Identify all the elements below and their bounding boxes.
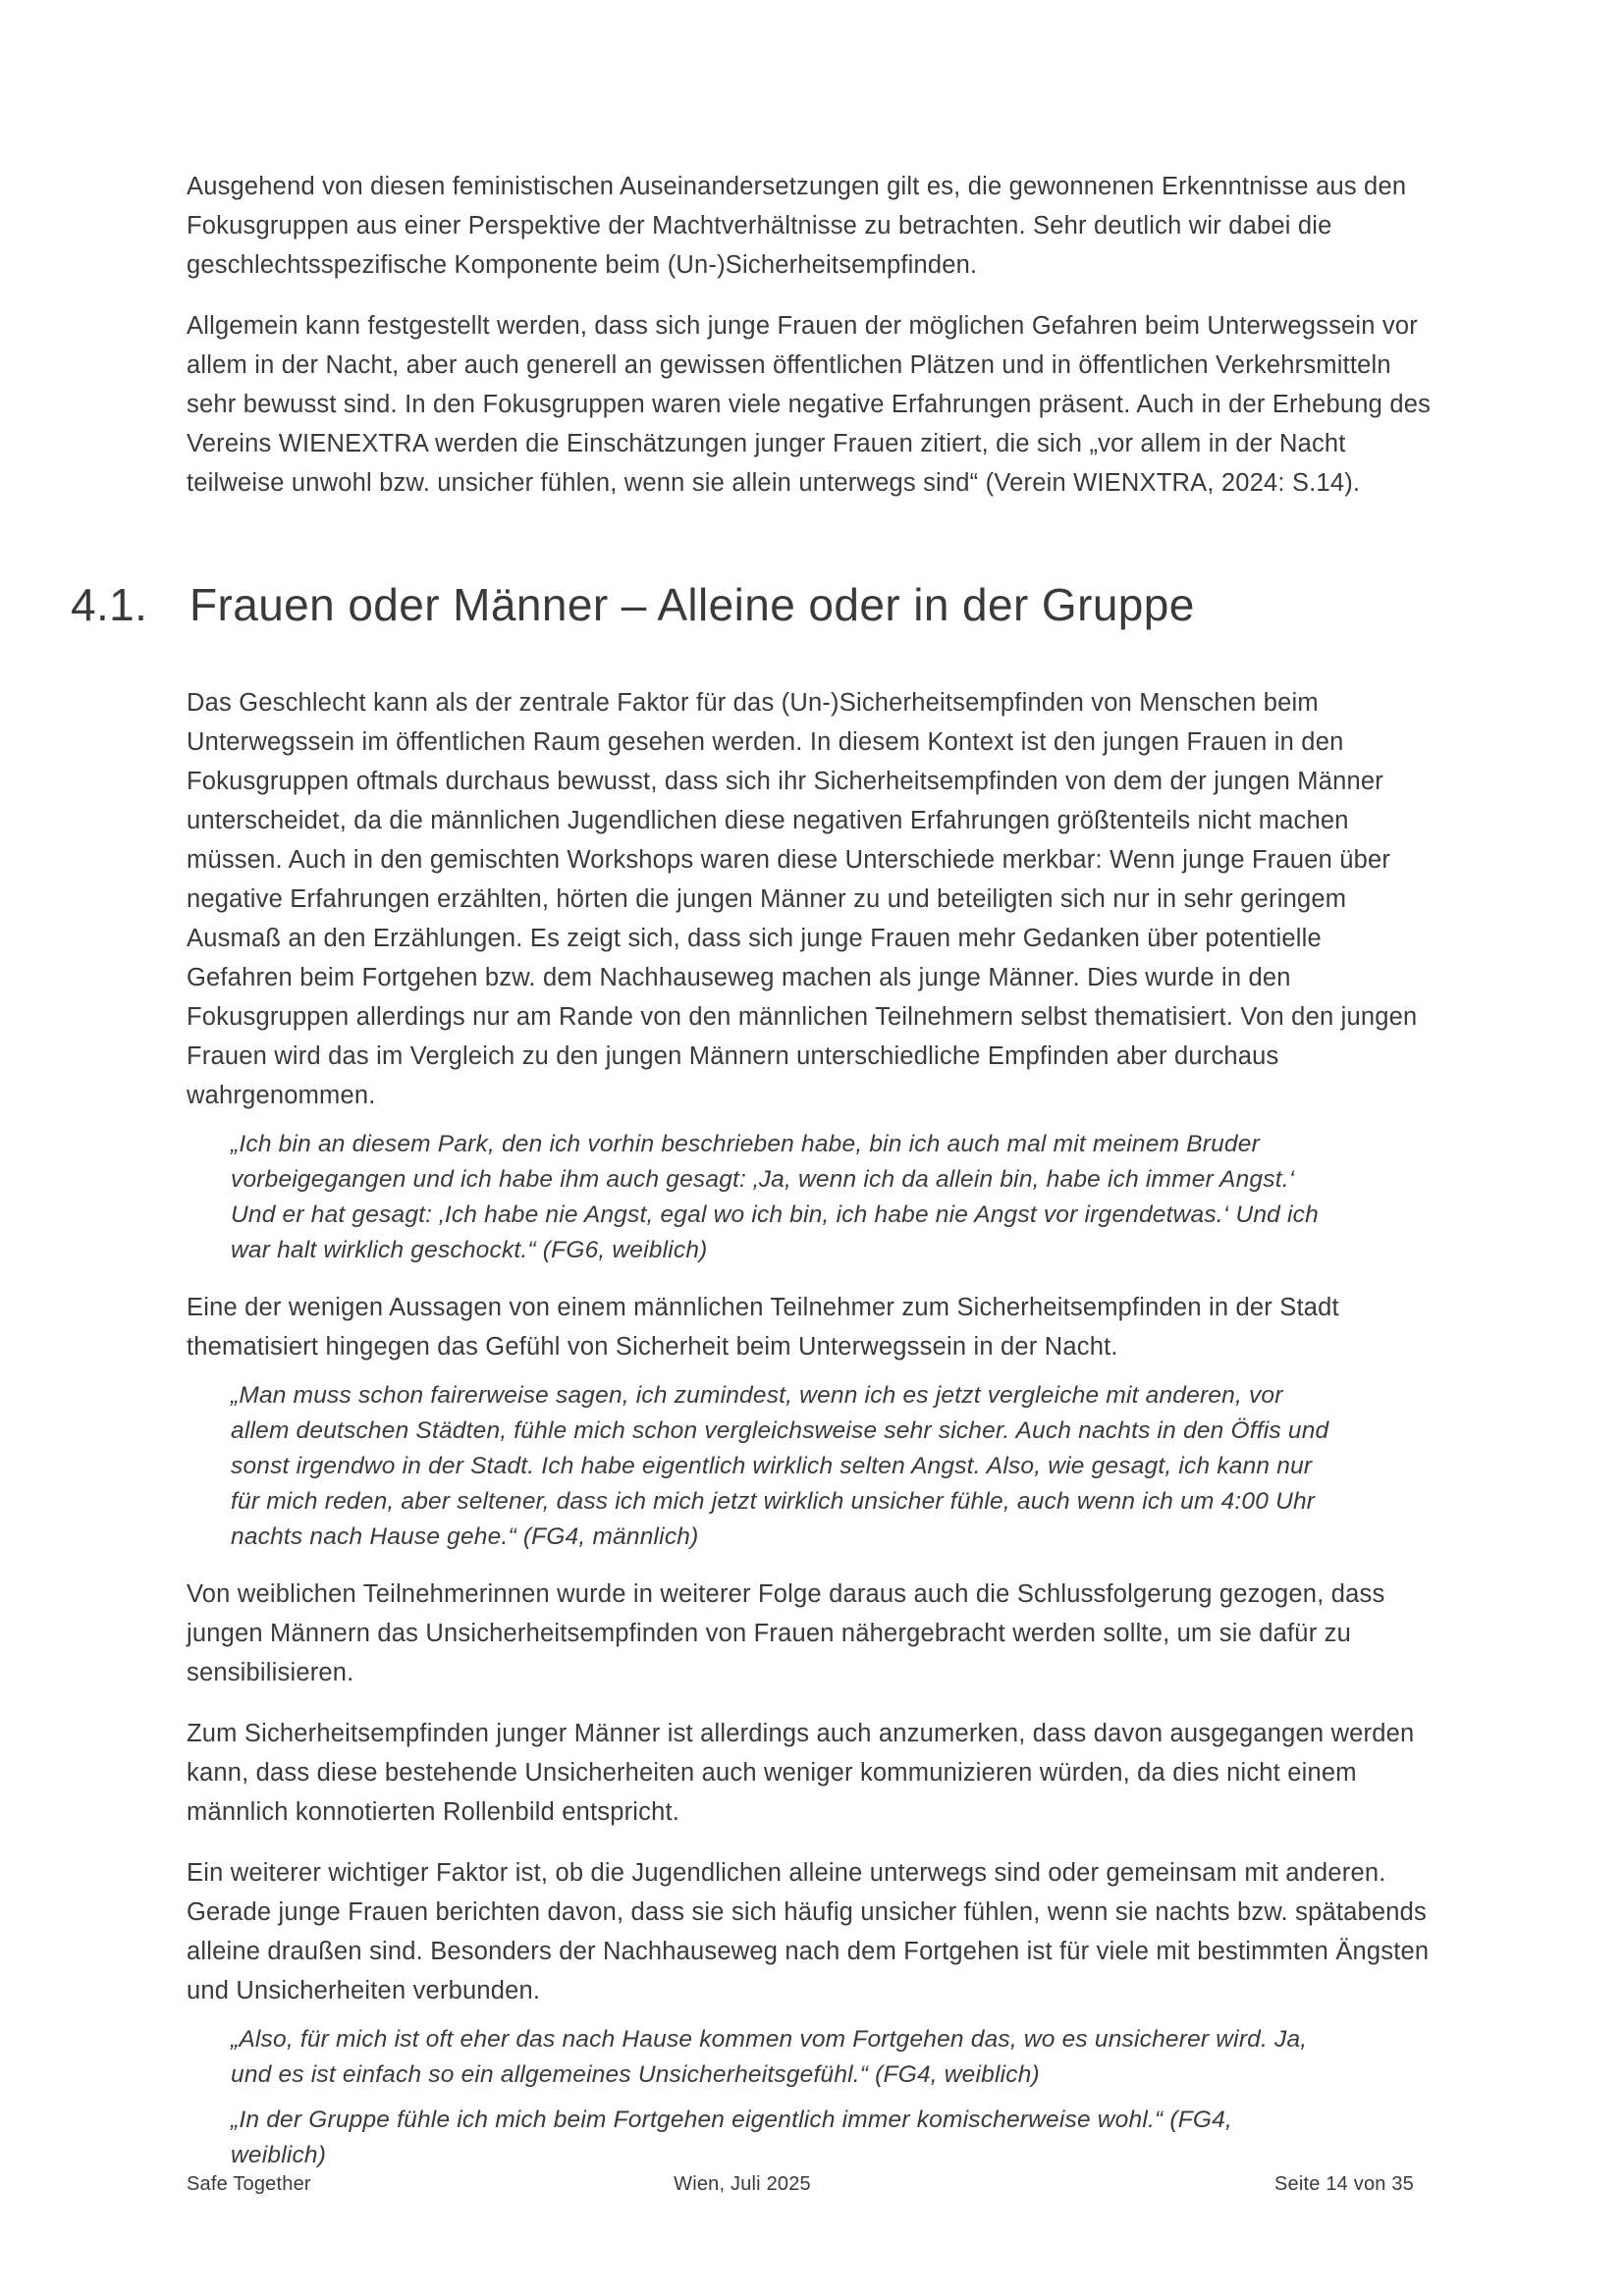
footer-date: Wien, Juli 2025 [674,2173,811,2195]
paragraph-rollenbild: Zum Sicherheitsempfinden junger Männer ist allerdings auch anzumerken, dass davon ausgegangen werden kann, dass diese bestehende Unsicherheiten auch weniger kommunizieren würden, da dies nicht einem männlich konnotierten Rollenbild entspricht. [187,1720,1415,1826]
footer-page-number: Seite 14 von 35 [1274,2173,1414,2195]
paragraph-maennlicher-teilnehmer: Eine der wenigen Aussagen von einem männlichen Teilnehmer zum Sicherheitsempfinden in der Stadt thematisiert hingegen das Gefühl von Sicherheit beim Unterwegssein in der Nacht. [187,1294,1339,1361]
quote-fg6-weiblich: „Ich bin an diesem Park, den ich vorhin beschrieben habe, bin ich auch mal mit meinem Bruder vorbeigegangen und ich habe ihm auch gesagt: ‚Ja, wenn ich da allein bin, habe ich immer Angst.‘ Und er hat gesagt: ‚Ich habe nie Angst, egal wo ich bin, ich habe nie Angst vor irgendetwas.‘ Und ich war halt wirklich geschockt.“ (FG6, weiblich) [231,1131,1319,1263]
page-content [71,167,1434,2173]
footer-document-title: Safe Together [187,2173,311,2195]
page-footer [187,2171,1414,2197]
section-number: 4.1. [71,579,148,630]
paragraph-alleine-unterwegs: Ein weiterer wichtiger Faktor ist, ob die Jugendlichen alleine unterwegs sind oder gemeinsam mit anderen. Gerade junge Frauen berichten davon, dass sie sich häufig unsicher fühlen, wenn sie nachts bzw. spätabends alleine draußen sind. Besonders der Nachhauseweg nach dem Fortgehen ist für viele mit bestimmten Ängsten und Unsicherheiten verbunden. [187,1859,1430,2004]
paragraph-allgemein-festgestellt: Allgemein kann festgestellt werden, dass sich junge Frauen der möglichen Gefahren beim Unterwegssein vor allem in der Nacht, aber auch generell an gewissen öffentlichen Plätzen und in öffentlichen Verkehrsmitteln sehr bewusst sind. In den Fokusgruppen waren viele negative Erfahrungen präsent. Auch in der Erhebung des Vereins WIENEXTRA werden die Einschätzungen junger Frauen zitiert, die sich „vor allem in der Nacht teilweise unwohl bzw. unsicher fühlen, wenn sie allein unterwegs sind“ (Verein WIENXTRA, 2024: S.14). [187,312,1432,497]
section-heading [71,577,1434,632]
quote-fg4-weiblich-gruppe: „In der Gruppe fühle ich mich beim Fortgehen eigentlich immer komischerweise wohl.“ (FG4, weiblich) [231,2107,1232,2168]
quote-fg4-maennlich: „Man muss schon fairerweise sagen, ich zumindest, wenn ich es jetzt vergleiche mit anderen, vor allem deutschen Städten, fühle mich schon vergleichsweise sehr sicher. Auch nachts in den Öffis und sonst irgendwo in der Stadt. Ich habe eigentlich wirklich selten Angst. Also, wie gesagt, ich kann nur für mich reden, aber seltener, dass ich mich jetzt wirklich unsicher fühle, auch wenn ich um 4:00 Uhr nachts nach Hause gehe.“ (FG4, männlich) [231,1382,1329,1550]
section-title: Frauen oder Männer – Alleine oder in der Gruppe [189,579,1195,630]
paragraph-schlussfolgerung: Von weiblichen Teilnehmerinnen wurde in weiterer Folge daraus auch die Schlussfolgerung gezogen, dass jungen Männern das Unsicherheitsempfinden von Frauen nähergebracht werden sollte, um sie dafür zu sensibilisieren. [187,1580,1385,1686]
paragraph-geschlecht-faktor: Das Geschlecht kann als der zentrale Faktor für das (Un-)Sicherheitsempfinden von Menschen beim Unterwegssein im öffentlichen Raum gesehen werden. In diesem Kontext ist den jungen Frauen in den Fokusgruppen oftmals durchaus bewusst, dass sich ihr Sicherheitsempfinden von dem der jungen Männer unterscheidet, da die männlichen Jugendlichen diese negativen Erfahrungen größtenteils nicht machen müssen. Auch in den gemischten Workshops waren diese Unterschiede merkbar: Wenn junge Frauen über negative Erfahrungen erzählten, hörten die jungen Männer zu und beteiligten sich nur in sehr geringem Ausmaß an den Erzählungen. Es zeigt sich, dass sich junge Frauen mehr Gedanken über potentielle Gefahren beim Fortgehen bzw. dem Nachhauseweg machen als junge Männer. Dies wurde in den Fokusgruppen allerdings nur am Rande von den männlichen Teilnehmern selbst thematisiert. Von den jungen Frauen wird das im Vergleich zu den jungen Männern unterschiedliche Empfinden aber durchaus wahrgenommen. [187,689,1418,1109]
quote-fg4-weiblich-nachhause: „Also, für mich ist oft eher das nach Hause kommen vom Fortgehen das, wo es unsicherer wird. Ja, und es ist einfach so ein allgemeines Unsicherheitsgefühl.“ (FG4, weiblich) [231,2026,1308,2088]
paragraph-intro-feminist: Ausgehend von diesen feministischen Auseinandersetzungen gilt es, die gewonnenen Erkenntnisse aus den Fokusgruppen aus einer Perspektive der Machtverhältnisse zu betrachten. Sehr deutlich wir dabei die geschlechtsspezifische Komponente beim (Un-)Sicherheitsempfinden. [187,173,1407,279]
